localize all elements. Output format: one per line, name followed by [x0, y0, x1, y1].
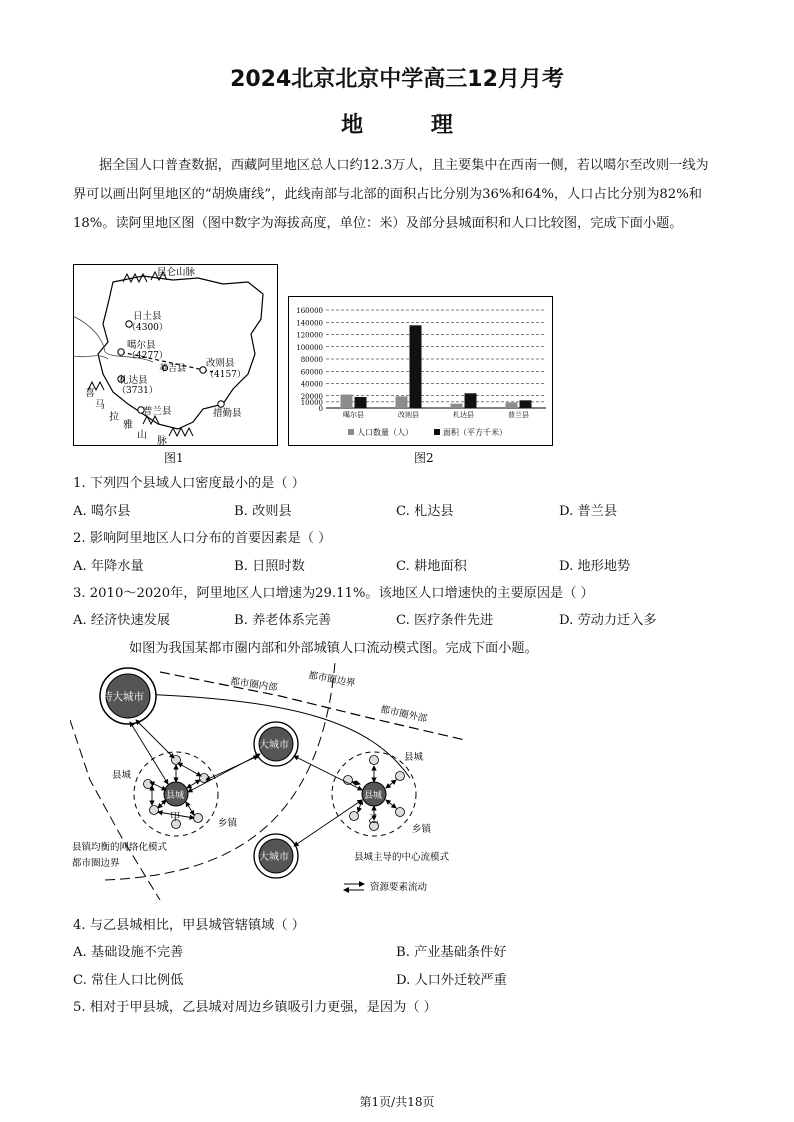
fig1-gaize-alt: （4157） [205, 370, 246, 380]
bar-population-0 [341, 395, 353, 408]
bigcity-bottom-label: 大城市 [259, 852, 289, 863]
y-tick-label: 80000 [300, 356, 323, 364]
question-5-stem: 5. 相对于甲县城，乙县城对周边乡镇吸引力更强，是因为（ ） [73, 1000, 437, 1015]
exam-title: 2024北京北京中学高三12月月考 [230, 67, 564, 92]
intro-2-paragraph: 如图为我国某都市圈内部和外部城镇人口流动模式图。完成下面小题。 [129, 641, 538, 656]
question-1-option-a[interactable]: A. 噶尔县 [73, 504, 131, 519]
y-tick-label: 100000 [296, 343, 323, 352]
legend-area-label: 面积（平方千米） [443, 428, 507, 437]
figure3-flow-diagram [70, 660, 490, 900]
fig1-ya-label: 雅 [123, 420, 133, 431]
county-town-right: 县城 [404, 752, 424, 763]
question-3-option-c[interactable]: C. 医疗条件先进 [396, 613, 494, 628]
bar-area-1 [410, 325, 422, 408]
x-tick-label: 噶尔县 [343, 411, 364, 419]
figure2-caption: 图2 [414, 451, 434, 465]
flow-legend-label: 资源要素流动 [370, 882, 428, 893]
jia-label: 甲 [170, 811, 181, 823]
boundary-label: 都市圈边界 [307, 670, 357, 690]
figure1-caption: 图1 [164, 451, 184, 465]
bar-population-2 [451, 404, 463, 408]
township-left: 乡镇 [218, 818, 238, 829]
x-tick-label: 札达县 [453, 411, 474, 419]
question-4-option-b[interactable]: B. 产业基础条件好 [396, 945, 507, 960]
fig1-gaize-label: 改则县 [206, 358, 235, 369]
question-3-stem: 3. 2010～2020年，阿里地区人口增速为29.11%。该地区人口增速快的主要原因是（ ） [73, 586, 594, 601]
fig1-ritu-label: 日土县 [133, 311, 162, 322]
fig1-gaer-alt: （4277） [127, 351, 168, 361]
network-mode-label-2: 都市圈边界 [72, 858, 120, 869]
fig1-geji-label: 革吉县 [159, 364, 187, 374]
intro-paragraph: 据全国人口普查数据，西藏阿里地区总人口约12.3万人，且主要集中在西南一侧，若以噶尔至改则一线为界可以画出阿里地区的“胡焕庸线”，此线南部与北部的面积占比分别为36%和64%，人口占比分别为82%和18%。读阿里地区图（图中数字为海拔高度，单位：米）及部分县城面积和人口比较图，完成下面小题。 [73, 158, 709, 231]
y-tick-label: 140000 [296, 319, 323, 328]
question-1-stem: 1. 下列四个县域人口密度最小的是（ ） [73, 476, 305, 491]
bar-area-0 [355, 397, 367, 408]
y-tick-label: 60000 [300, 368, 323, 377]
center-mode-label: 县城主导的中心流模式 [354, 852, 450, 863]
question-3-option-a[interactable]: A. 经济快速发展 [73, 613, 171, 628]
megacity-label: 特大城市 [102, 691, 144, 703]
bar-area-2 [465, 393, 477, 408]
figure1-map [73, 264, 278, 446]
fig1-kunlun-label: 昆仑山脉 [157, 267, 196, 278]
fig1-gaer-label: 噶尔县 [127, 340, 156, 351]
y-tick-label: 10000 [300, 398, 323, 407]
county-yi-inner: 县城 [364, 791, 383, 801]
x-tick-label: 改则县 [398, 411, 419, 419]
page-footer: 第1页/共18页 [359, 1095, 435, 1109]
question-1-option-b[interactable]: B. 改则县 [234, 504, 292, 519]
yi-label: 乙 [368, 813, 379, 825]
legend-area-swatch [434, 429, 440, 435]
question-4-option-c[interactable]: C. 常住人口比例低 [73, 973, 184, 988]
legend-population-swatch [348, 429, 354, 435]
county-jia-inner: 县城 [166, 791, 185, 801]
question-1-option-c[interactable]: C. 札达县 [396, 504, 454, 519]
question-2-option-b[interactable]: B. 日照时数 [234, 559, 305, 574]
question-2-stem: 2. 影响阿里地区人口分布的首要因素是（ ） [73, 531, 332, 546]
outside-label: 都市圈外部 [379, 704, 429, 725]
county-town-left: 县城 [112, 770, 132, 781]
fig1-xi-label: 喜 [85, 388, 95, 399]
fig1-cuoqin-label: 措勤县 [213, 408, 242, 419]
fig1-mai-label: 脉 [157, 436, 167, 446]
x-tick-label: 普兰县 [508, 411, 529, 419]
fig1-zhada-label: 札达县 [119, 375, 148, 386]
question-2-option-d[interactable]: D. 地形地势 [559, 559, 631, 574]
question-2-option-c[interactable]: C. 耕地面积 [396, 559, 467, 574]
bigcity-top-label: 大城市 [259, 740, 289, 751]
township-right: 乡镇 [412, 824, 432, 835]
bar-population-1 [396, 396, 408, 408]
network-mode-label-1: 县镇均衡的网络化模式 [72, 842, 168, 853]
question-4-option-a[interactable]: A. 基础设施不完善 [73, 945, 184, 960]
y-tick-label: 160000 [296, 307, 323, 315]
question-2-option-a[interactable]: A. 年降水量 [73, 559, 144, 574]
fig1-ma-label: 马 [95, 400, 105, 411]
question-3-option-b[interactable]: B. 养老体系完善 [234, 613, 332, 628]
fig1-la-label: 拉 [109, 412, 119, 423]
figure2-bar-chart [288, 296, 553, 446]
y-tick-label: 120000 [296, 331, 323, 340]
inside-label: 都市圈内部 [229, 676, 279, 694]
y-tick-label: 0 [318, 405, 323, 413]
fig1-shan-label: 山 [137, 430, 147, 441]
question-4-stem: 4. 与乙县城相比，甲县城管辖镇域（ ） [73, 918, 305, 933]
legend-population-label: 人口数量（人） [357, 428, 413, 437]
question-1-option-d[interactable]: D. 普兰县 [559, 504, 618, 519]
bar-area-3 [520, 400, 532, 408]
bar-population-3 [506, 402, 518, 408]
fig1-ritu-alt: （4300） [127, 323, 168, 333]
question-3-option-d[interactable]: D. 劳动力迁入多 [559, 613, 657, 628]
y-tick-label: 40000 [300, 380, 323, 389]
y-tick-label: 20000 [300, 392, 323, 401]
fig1-pulan-label: 普兰县 [143, 406, 172, 417]
question-4-option-d[interactable]: D. 人口外迁较严重 [396, 973, 507, 988]
subject-title: 地 理 [341, 113, 483, 138]
fig1-zhada-alt: （3731） [117, 386, 158, 396]
